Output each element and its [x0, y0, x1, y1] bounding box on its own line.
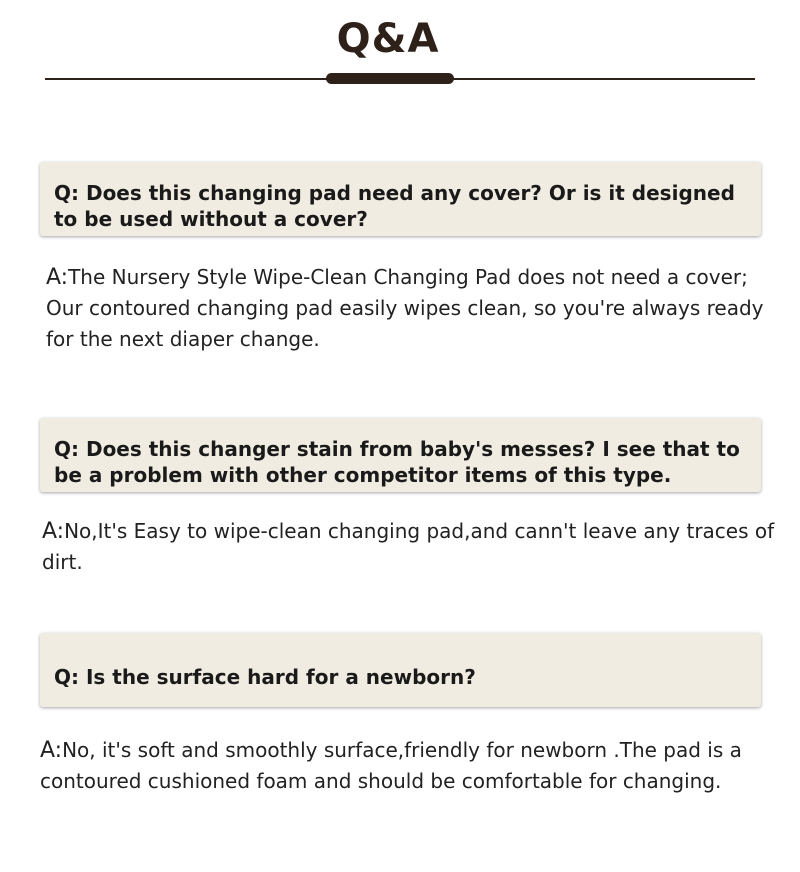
answer-text-1: The Nursery Style Wipe-Clean Changing Pad does not need a cover; Our contoured changing pad easily wipes clean, so you're always ready for the next diaper change. [46, 265, 764, 351]
title-accent-bar [326, 73, 454, 84]
answer-label-3: A: [40, 738, 63, 763]
question-text-3: Q: Is the surface hard for a newborn? [54, 665, 476, 689]
answer-label-2: A: [42, 519, 65, 544]
question-text-1: Q: Does this changing pad need any cover? Or is it designed to be used without a cover? [54, 181, 735, 231]
question-box-3 [40, 633, 761, 707]
page-title: Q&A [336, 16, 440, 62]
answer-block-1 [46, 262, 770, 355]
answer-label-1: A: [46, 265, 69, 290]
answer-text-2: No,It's Easy to wipe-clean changing pad,and cann't leave any traces of dirt. [42, 519, 775, 574]
answer-block-2 [42, 516, 777, 578]
question-box-2 [40, 418, 761, 492]
question-box-1 [40, 162, 761, 236]
answer-text-3: No, it's soft and smoothly surface,friendly for newborn .The pad is a contoured cushioned foam and should be comfortable for changing. [40, 738, 742, 793]
question-text-2: Q: Does this changer stain from baby's messes? I see that to be a problem with other competitor items of this type. [54, 437, 740, 487]
answer-block-3 [40, 735, 780, 797]
